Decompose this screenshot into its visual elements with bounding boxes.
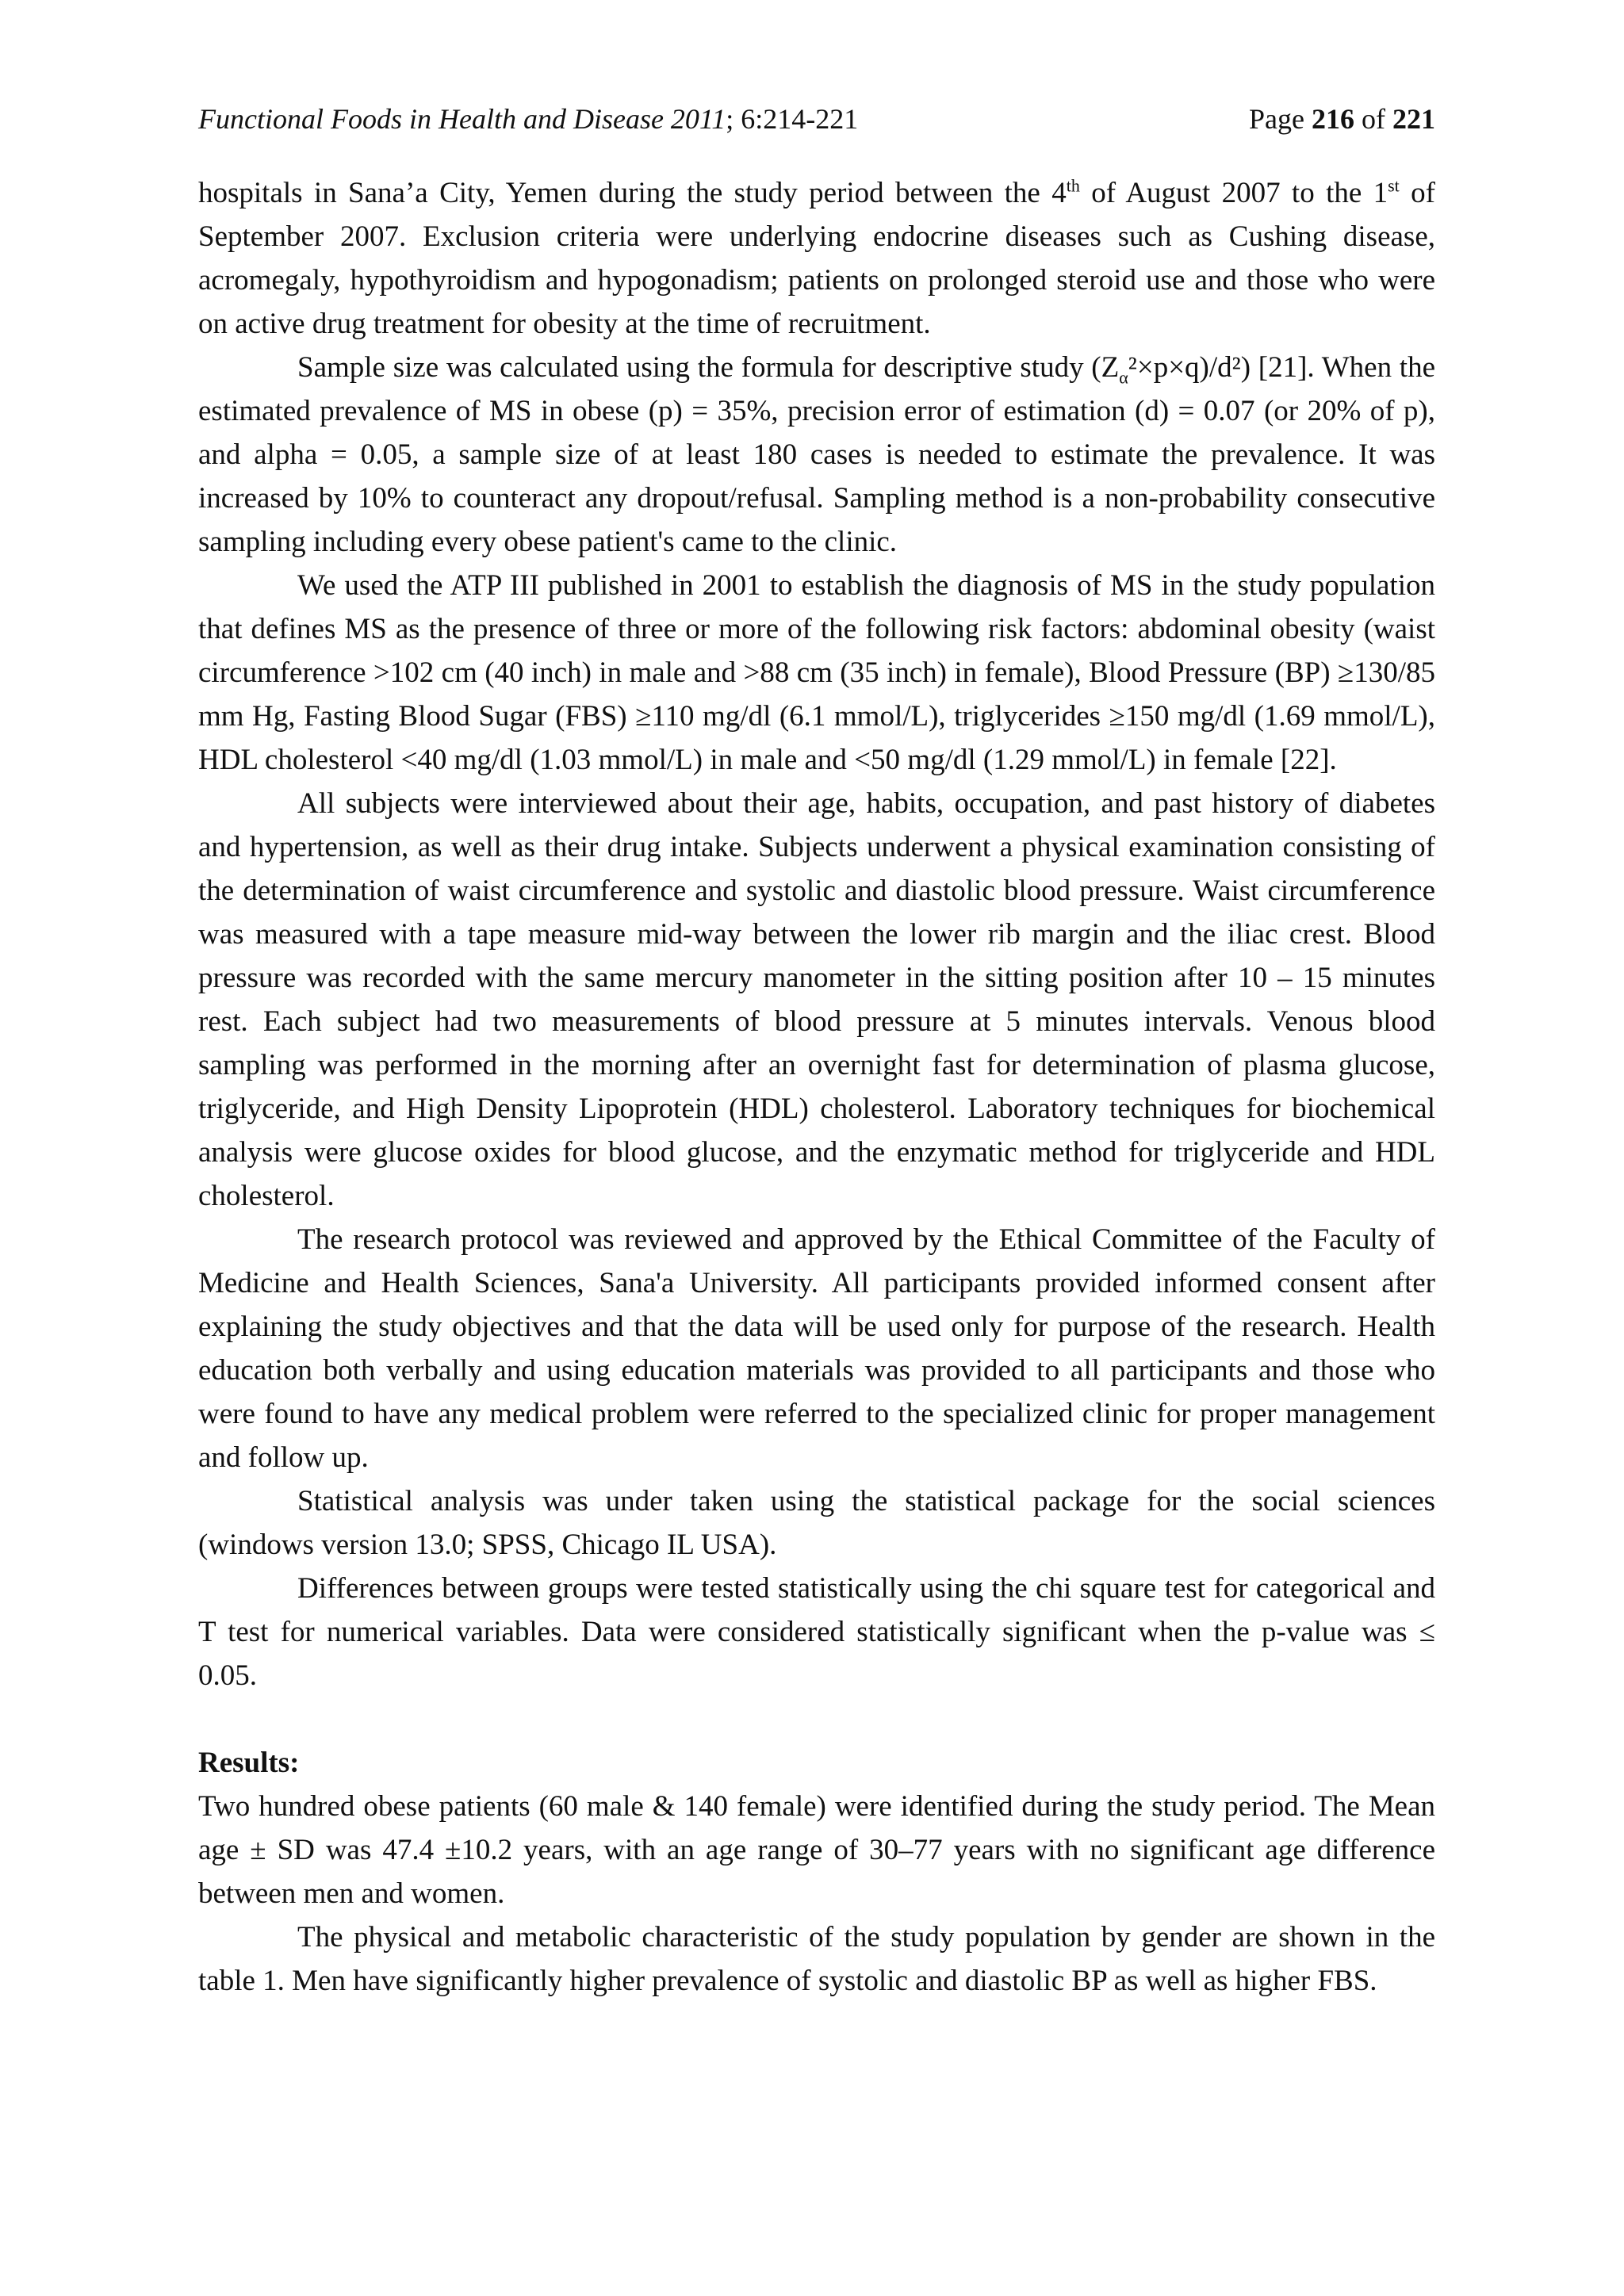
running-header — [198, 98, 1435, 140]
paragraph-study-setting: hospitals in Sana’a City, Yemen during the study period between the 4th of August 2007 to the 1st of September 2007. Exclusion criteria were underlying endocrine diseases such as Cushing disease, acromegaly, hypothyroidism and hypogonadism; patients on prolonged steroid use and those who were on active drug treatment for obesity at the time of recruitment. — [198, 175, 1435, 340]
page-number: Page 216 of 221 — [1249, 103, 1435, 135]
current-page: 216 — [1312, 103, 1354, 135]
paragraph-results-characteristics: The physical and metabolic characteristic of the study population by gender are shown in the table 1. Men have significantly higher prevalence of systolic and diastolic BP as well as higher FBS. — [198, 1921, 1435, 1997]
journal-name: Functional Foods in Health and Disease 2011 — [198, 103, 726, 135]
journal-volume: ; 6:214-221 — [726, 103, 859, 135]
journal-citation — [198, 98, 858, 140]
body-text — [198, 171, 1435, 2003]
paragraph-results-population: Two hundred obese patients (60 male & 140 female) were identified during the study period. The Mean age ± SD was 47.4 ±10.2 years, with an age range of 30–77 years with no significant age difference between men and women. — [198, 1790, 1435, 1910]
paragraph-examination: All subjects were interviewed about their age, habits, occupation, and past history of diabetes and hypertension, as well as their drug intake. Subjects underwent a physical examination consisting of the determination of waist circumference and systolic and diastolic blood pressure. Waist circumference was measured with a tape measure mid-way between the lower rib margin and the iliac crest. Blood pressure was recorded with the same mercury manometer in the sitting position after 10 – 15 minutes rest. Each subject had two measurements of blood pressure at 5 minutes intervals. Venous blood sampling was performed in the morning after an overnight fast for determination of plasma glucose, triglyceride, and High Density Lipoprotein (HDL) cholesterol. Laboratory techniques for biochemical analysis were glucose oxides for blood glucose, and the enzymatic method for triglyceride and HDL cholesterol. — [198, 787, 1435, 1212]
paragraph-ethics: The research protocol was reviewed and approved by the Ethical Committee of the Faculty of Medicine and Health Sciences, Sana'a University. All participants provided informed consent after explaining the study objectives and that the data will be used only for purpose of the research. Health education both verbally and using education materials was provided to all participants and those who were found to have any medical problem were referred to the specialized clinic for proper management and follow up. — [198, 1223, 1435, 1474]
total-pages: 221 — [1392, 103, 1435, 135]
paragraph-statistical-tests: Differences between groups were tested statistically using the chi square test for categorical and T test for numerical variables. Data were considered statistically significant when the p-value was ≤ 0.05. — [198, 1572, 1435, 1692]
paragraph-sample-size: Sample size was calculated using the formula for descriptive study $(Z_\alpha^2\times p\times q)/d^2$) [21]. When the estimated prevalence of MS in obese (p) = 35%, precision error of estimation (d) = 0.07 (or 20% of p), and alpha = 0.05, a sample size of at least 180 cases is needed to estimate the prevalence. It was increased by 10% to counteract any dropout/refusal. Sampling method is a non-probability consecutive sampling including every obese patient's came to the clinic. — [198, 351, 1435, 558]
paragraph-diagnosis-criteria: We used the ATP III published in 2001 to establish the diagnosis of MS in the study population that defines MS as the presence of three or more of the following risk factors: abdominal obesity (waist circumference >102 cm (40 inch) in male and >88 cm (35 inch) in female), Blood Pressure (BP) ≥130/85 mm Hg, Fasting Blood Sugar (FBS) ≥110 mg/dl (6.1 mmol/L), triglycerides ≥150 mg/dl (1.69 mmol/L), HDL cholesterol <40 mg/dl (1.03 mmol/L) in male and <50 mg/dl (1.29 mmol/L) in female [22]. — [198, 569, 1435, 776]
paragraph-statistical-software: Statistical analysis was under taken using the statistical package for the social sciences (windows version 13.0; SPSS, Chicago IL USA). — [198, 1485, 1435, 1561]
section-heading-results: Results: — [198, 1747, 300, 1779]
